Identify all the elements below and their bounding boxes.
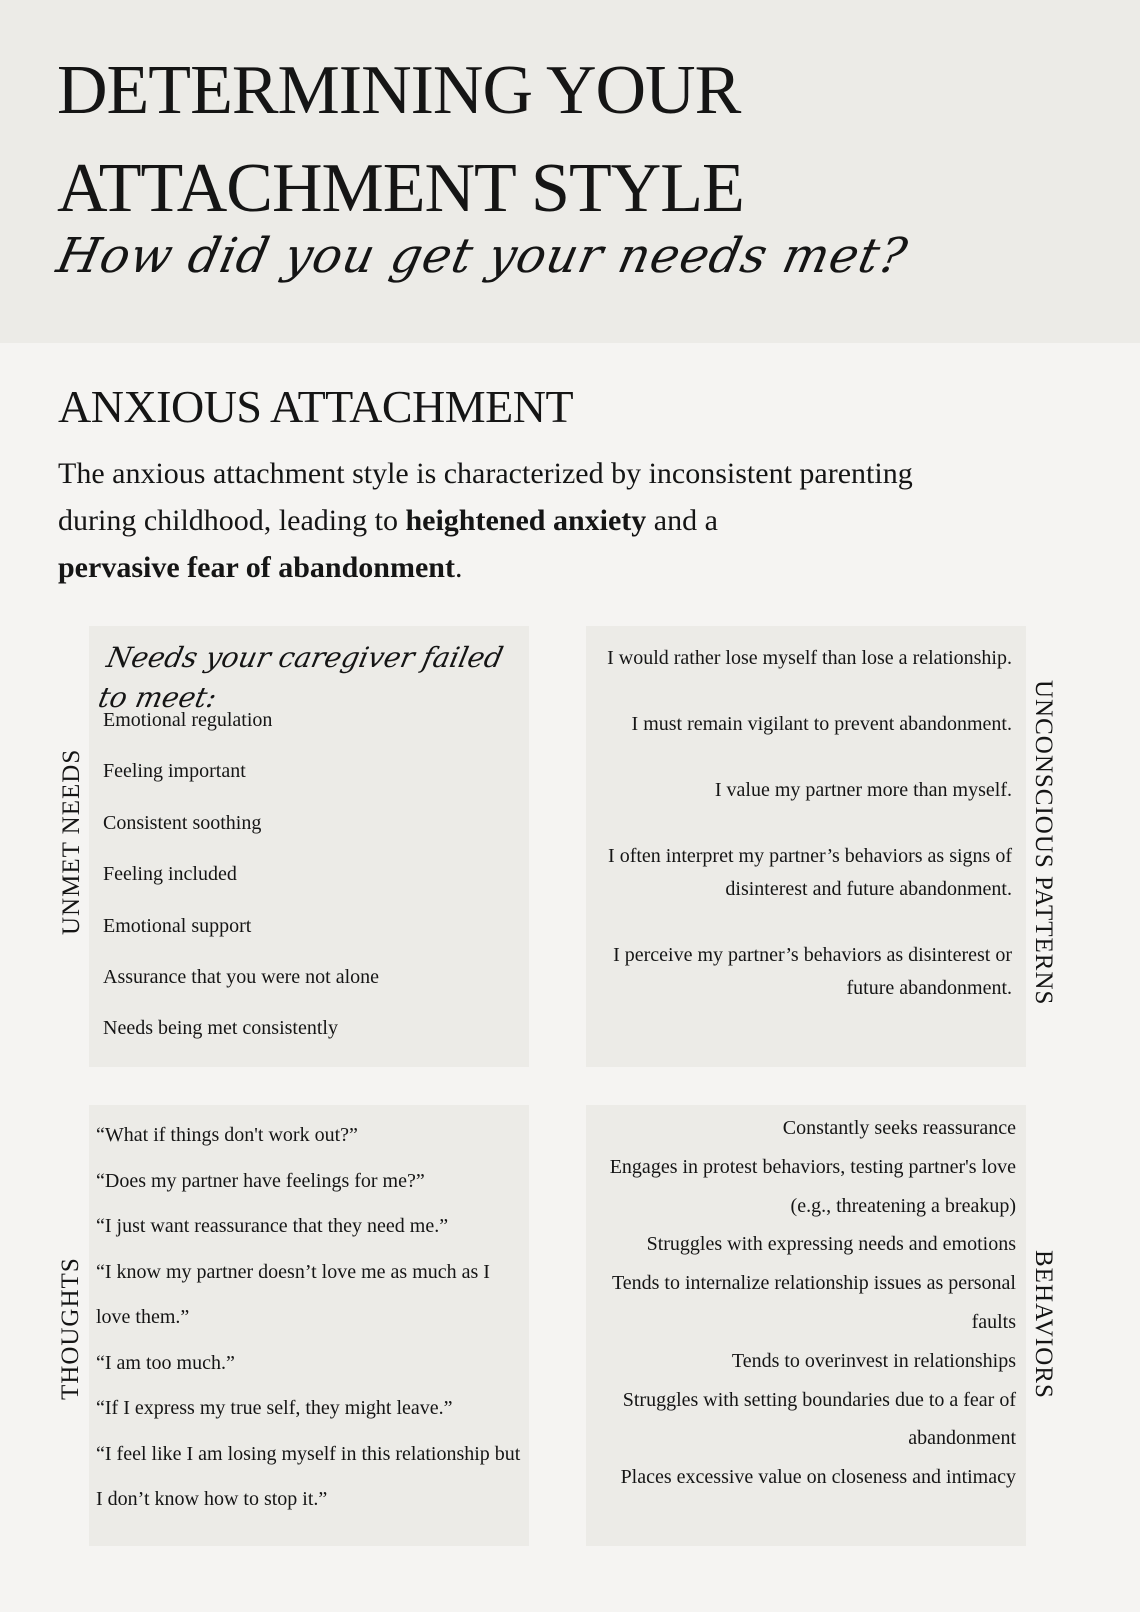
list-item: Engages in protest behaviors, testing partner's love (e.g., threatening a breakup) [609,1155,1016,1217]
list-item: I value my partner more than myself. [714,779,1012,801]
list-item: “I know my partner doesn’t love me as much as I love them.” [96,1260,490,1328]
list-item: I must remain vigilant to prevent abandonment. [631,713,1012,735]
intro-paragraph [58,450,938,591]
list-item: Struggles with expressing needs and emotions [646,1233,1016,1256]
intro-bold-fear: pervasive fear of abandonment [58,551,455,584]
title-line-2: ATTACHMENT STYLE [57,150,744,227]
section-heading: ANXIOUS ATTACHMENT [58,381,574,432]
list-item: I would rather lose myself than lose a relationship. [607,647,1012,669]
thoughts-label: THOUGHTS [57,1257,84,1400]
list-item: “I feel like I am losing myself in this relationship but I don’t know how to stop it.” [96,1442,521,1510]
behaviors-label: BEHAVIORS [1030,1250,1057,1399]
list-item: Struggles with setting boundaries due to a fear of abandonment [622,1388,1016,1450]
list-item: Assurance that you were not alone [103,965,380,988]
list-item: “If I express my true self, they might leave.” [96,1397,453,1419]
thoughts-list [96,1113,524,1523]
intro-text-3: . [454,551,463,584]
intro-text-2: and a [646,504,718,537]
unconscious-patterns-list [592,642,1012,1005]
behaviors-card [586,1105,1026,1546]
list-item: Places excessive value on closeness and intimacy [620,1466,1016,1489]
list-item: Emotional regulation [103,709,273,731]
header-banner [0,0,1140,343]
list-item: “What if things don't work out?” [96,1124,358,1146]
list-item: Tends to internalize relationship issues as personal faults [611,1272,1016,1333]
list-item: Constantly seeks reassurance [782,1117,1016,1139]
behaviors-list [588,1109,1016,1497]
unmet-needs-list [103,708,379,1068]
title-line-1: DETERMINING YOUR [57,52,741,129]
list-item: Consistent soothing [103,811,262,834]
list-item: Feeling important [103,760,246,783]
page-subtitle: How did you get your needs met? [52,228,913,284]
unmet-needs-card [89,626,529,1067]
list-item: “Does my partner have feelings for me?” [96,1169,425,1192]
list-item: I perceive my partner’s behaviors as disinterest or future abandonment. [613,944,1012,999]
intro-text-1: The anxious attachment style is characterized by inconsistent parenting during childhood, leading to [58,457,913,537]
unconscious-patterns-label: UNCONSCIOUS PATTERNS [1030,680,1057,1006]
list-item: Tends to overinvest in relationships [731,1349,1016,1372]
list-item: Needs being met consistently [103,1017,338,1040]
list-item: Emotional support [103,914,252,937]
list-item: “I just want reassurance that they need me.” [96,1215,449,1237]
intro-bold-anxiety: heightened anxiety [405,504,647,537]
unmet-needs-heading: Needs your caregiver failed to meet: [95,641,507,714]
unconscious-patterns-card [586,626,1026,1067]
list-item: Feeling included [103,863,237,886]
thoughts-card [89,1105,529,1546]
list-item: I often interpret my partner’s behaviors as signs of disinterest and future abandonment. [608,845,1012,900]
list-item: “I am too much.” [96,1351,235,1374]
page-title [57,42,744,238]
unmet-needs-label: UNMET NEEDS [58,748,85,935]
